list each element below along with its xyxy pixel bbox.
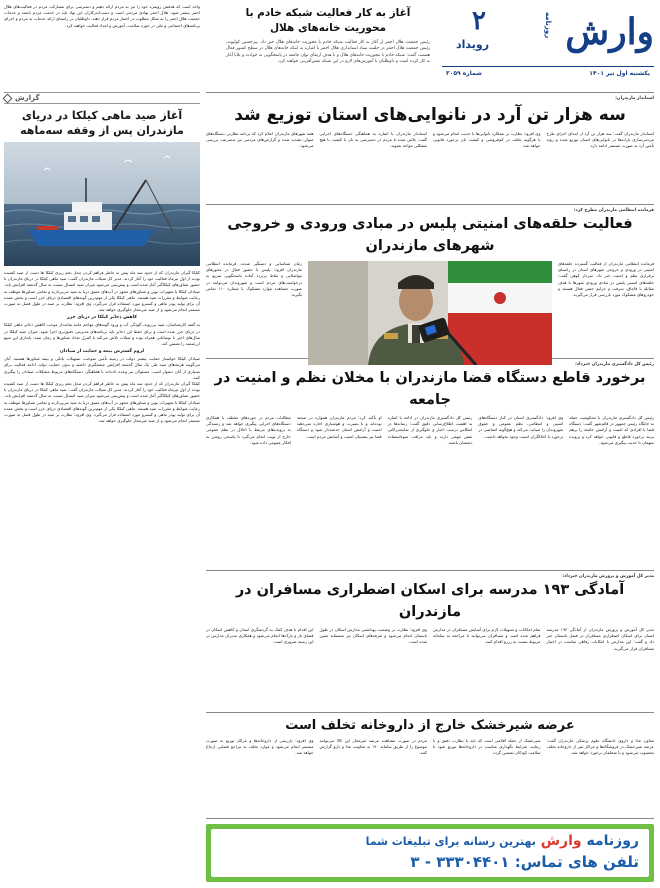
section-name: رویداد [456, 38, 490, 51]
formula-columns [206, 738, 654, 822]
schools-kicker: مدیر کل آموزش و پرورش مازندران خبرداد: [562, 574, 654, 579]
divider-line [206, 204, 654, 205]
ad-brand-word-1: روزنامه [586, 833, 639, 849]
report-section-tag [4, 92, 200, 104]
logo-word: وارش [565, 11, 654, 53]
boat-illustration [4, 142, 200, 266]
judiciary-col-2: وی افزود: دادگستری استان در کنار دستگاه‌های امنیتی و انتظامی، نظم عمومی و حقوق شهروندان را صیانت می‌کند و هیچ‌گونه اغماضی در برخورد با اخلالگران امنیت وجود نخواهد داشت. [478, 415, 564, 439]
formula-col-3: مردم در صورت مشاهده عرضه غیرمجاز این کالا می‌توانند موضوع را از طریق سامانه ۱۹۰ به معاونت غذا و دارو گزارش کنند. [319, 738, 427, 756]
divider-line [206, 92, 654, 93]
schools-story [206, 574, 654, 739]
formula-col-1: معاون غذا و داروی دانشگاه علوم پزشکی مازندران گفت: عرضه شیرخشک در فروشگاه‌ها و مراکز غیر از داروخانه تخلف محسوب می‌شود و با متخلفان برخورد خواهد شد. [546, 738, 654, 756]
judiciary-headline: برخورد قاطع دستگاه قضا مازندران با مخلان نظم و امنیت در جامعه [214, 370, 646, 408]
ad-phone-line [410, 853, 639, 871]
formula-col-2: شیرخشک از جمله اقلامی است که باید با نظارت دقیق و با رعایت شرایط نگهداری مناسب در داروخانه‌ها توزیع شود تا سلامت کودکان تضمین گردد. [433, 738, 541, 756]
schools-col-4: این اقدام با هدف کمک به گردشگری استان و کاهش اسکان در فضای باز و پارک‌ها انجام می‌شود و همکاری مدیران مدارس در این زمینه ضروری است. [206, 627, 314, 645]
formula-headline: عرضه شیرخشک خارج از داروخانه تخلف است [285, 718, 575, 733]
dateline [442, 66, 654, 80]
newspaper-logo [510, 10, 654, 54]
judiciary-col-4: او تأکید کرد: مردم مازندران همواره در صحنه بوده‌اند و با بصیرت و هوشیاری اجازه نمی‌دهند امنیت و آرامش استان خدشه‌دار شود و دستگاه قضا نیز پشتیبان امنیت و آسایش مردم است. [296, 415, 382, 439]
fishing-subhead-1: کاهش ذخایر کیلکا در دریای خزر [67, 315, 137, 321]
masthead [442, 4, 654, 84]
police-story [206, 208, 654, 365]
top-story-text: رئیس جمعیت هلال احمر از آغاز به کار فعالیت شبکه خادم با محوریت خانه‌های هلال خبر داد. پیرحسین کولیوند، رئیس جمعیت هلال احمر در جلسه ستاد استانداری هلال احمر با اشاره به اینکه خانه‌های هلال در سطح کشور فعال هستند، گفت: شبکه خادم با محوریت خانه‌های هلال و با هدف ارتقای توان جامعه در پاسخگویی به حوادث و بلایا آغاز به کار کرده است و داوطلبان با آموزش‌های لازم در این شبکه نقش‌آفرینی خواهند کرد. [226, 40, 430, 65]
police-kicker: فرمانده انتظامی مازندران مطرح کرد: [573, 208, 654, 213]
flour-columns [206, 131, 654, 187]
flour-col-1: استاندار مازندران گفت: سه هزار تن آرد از ابتدای اجرای طرح مردمی‌سازی یارانه‌ها در نانوایی‌های استان توزیع شده و روند تأمین آرد به صورت مستمر ادامه دارد. [546, 131, 654, 149]
ad-headline [366, 833, 639, 849]
ad-brand-word-2: وارش [540, 833, 582, 849]
issue-date: یکشنبه اول تیر ۱۴۰۱ [589, 70, 650, 77]
judiciary-kicker: رئیس کل دادگستری مازندران خبرداد: [575, 362, 654, 367]
diamond-icon [3, 93, 13, 103]
flour-headline: سه هزار تن آرد در نانوایی‌های استان توزیع شد [234, 105, 626, 125]
fishing-body-3: صیادان کیلکا خواستار حمایت بیشتر دولت در زمینه تأمین سوخت، تسهیلات بانکی و بیمه شناورها هستند. آنان می‌گویند هزینه‌های صید طی یک سال گذشته افزایش چشمگیری داشته و بدون حمایت دولت ادامه فعالیت برای بسیاری از آنان دشوار است. مسئولان نیز وعده داده‌اند با هماهنگی دستگاه‌های مربوط مشکلات صیادان را پیگیری کنند. [4, 356, 200, 380]
ad-inner-panel [211, 829, 649, 877]
issue-number-group [446, 70, 482, 77]
flour-col-2: وی افزود: نظارت بر عملکرد نانوایی‌ها با جدیت انجام می‌شود و با هرگونه تخلف در کم‌فروشی و کیفیت نان برخورد قانونی خواهد شد. [433, 131, 541, 149]
police-col-a: فرمانده انتظامی مازندران از فعالیت گسترده حلقه‌های امنیتی در ورودی و خروجی شهرهای استان در راستای برقراری نظم و امنیت خبر داد. سردار کوهی گفت: حلقه‌های امنیتی پلیس در مبادی ورودی شهرها با هدف مقابله با قاچاق، سرقت و جرایم خشن فعال هستند و خودروهای مشکوک مورد بازرسی قرار می‌گیرند. [558, 261, 654, 298]
judiciary-col-5: مطالبات مردم در حوزه‌های مختلف با همکاری دستگاه‌های اجرایی پیگیری خواهد شد و رسیدگی به پرونده‌های مرتبط با اخلال در نظم عمومی خارج از نوبت انجام می‌گیرد تا پاسخی روشن به افکار عمومی داده شود. [206, 415, 291, 445]
commander-illustration [308, 261, 552, 365]
issue-label: شماره [462, 70, 482, 77]
judiciary-col-1: رئیس کل دادگستری مازندران با محکومیت حمله به جایگاه رئیس جمهور در قائم‌شهر گفت: دستگاه قضا با افرادی که امنیت و آرامش جامعه را برهم بزنند برخورد قاطع و قانونی خواهد کرد و پرونده متهمان با جدیت پیگیری می‌شود. [569, 415, 654, 445]
ad-phone-number: ۳۳۳۰۴۴۰۱ - ۳ [410, 853, 510, 871]
fishing-article-header [4, 108, 200, 138]
formula-story [206, 716, 654, 822]
advertisement-banner [206, 824, 654, 882]
fishing-article-body [4, 270, 200, 880]
schools-col-3: وی افزود: نظارت بر وضعیت بهداشتی مدارس اسکان در طول تابستان انجام می‌شود و تعرفه‌های اسکان نیز منصفانه تعیین شده است. [319, 627, 427, 645]
ad-tagline: بهترین رسانه برای تبلیغات شما [365, 835, 536, 848]
police-body [206, 261, 654, 365]
fishing-boat-photo [4, 142, 200, 266]
fishing-subhead-2: لزوم گسترش بیمه و حمایت از صیادان [59, 349, 145, 355]
police-commander-photo [308, 261, 552, 365]
fishing-body-2: به گفته کارشناسان، صید بی‌رویه، آلودگی آب و ورود گونه‌های مهاجم مانند شانه‌دار موجب کاهش ذخایر ماهی کیلکا در دریای خزر شده است و برای حفظ این ذخایر باید برنامه‌های مدیریتی دقیق‌تری اجرا شود. میزان صید کیلکا در سال‌های اخیر با نوساناتی همراه بوده و شیلات تلاش می‌کند با کنترل تعداد شناورها و زمان صید، پایداری این منبع ارزشمند را تضمین کند. [4, 322, 200, 347]
ad-phone-label: تلفن های تماس: [514, 853, 639, 871]
flour-story [206, 96, 654, 187]
flour-col-3: استاندار مازندران با اشاره به هماهنگی دستگاه‌های اجرایی گفت: تلاش شده تا مردم در دسترسی به نان با کیفیت با هیچ مشکلی مواجه نشوند. [319, 131, 427, 149]
police-col-b: زمان شناسایی و دستگیر شدند. فرمانده انتظامی مازندران افزود: پلیس با حضور فعال در محورهای مواصلاتی و نقاط پرتردد آماده پاسخگویی سریع به درخواست‌های مردم است و شهروندان می‌توانند در صورت مشاهده موارد مشکوک با شماره ۱۱۰ تماس بگیرند. [206, 261, 302, 298]
issue-number: ۳۰۵۹ [446, 70, 461, 77]
left-column [4, 4, 200, 880]
judiciary-story [206, 362, 654, 593]
fishing-body-4: کیلکا گیران مازندران که از حدود سه ماه پیش به خاطر فراهم کردن محل تخم ریزی کیلکا ها دست از صید کشیده بودند از اول تیرماه فعالیت خود را آغاز کردند. مدیر کل شیلات مازندران گفت: صید ماهی کیلکا در دریای مازندران با حضور شناورهای کیلکاگیر آغاز شده است و پیش‌بینی می‌شود میزان صید امسال نسبت به سال گذشته افزایش یابد. صیادان کیلکا با تجهیزات نوین و شناورهای مجهز در آب‌های عمیق دریا به صید می‌پردازند و تمامی شناورها موظف به رعایت ضوابط و مقررات صید هستند. ماهی کیلکا یکی از مهم‌ترین گونه‌های اقتصادی دریای خزر است و بخش عمده آن برای تولید پودر ماهی و کنسرو مورد استفاده قرار می‌گیرد. وی افزود: نظارت بر صید در طول فصل به صورت مستمر انجام می‌شود و از صید غیرمجاز جلوگیری خواهد شد. [4, 381, 200, 424]
police-headline: فعالیت حلقه‌های امنیتی پلیس در مبادی ورودی و خروجی شهرهای مازندران [227, 216, 633, 254]
fishing-body-1: کیلکا گیران مازندران که از حدود سه ماه پیش به خاطر فراهم کردن محل تخم ریزی کیلکا ها دست از صید کشیده بودند از اول تیرماه فعالیت خود را آغاز کردند. مدیر کل شیلات مازندران گفت: صید ماهی کیلکا در دریای مازندران با حضور شناورهای کیلکاگیر آغاز شده است و پیش‌بینی می‌شود میزان صید امسال نسبت به سال گذشته افزایش یابد. صیادان کیلکا با تجهیزات نوین و شناورهای مجهز در آب‌های عمیق دریا به صید می‌پردازند و تمامی شناورها موظف به رعایت ضوابط و مقررات صید هستند. ماهی کیلکا یکی از مهم‌ترین گونه‌های اقتصادی دریای خزر است و بخش عمده آن برای تولید پودر ماهی و کنسرو مورد استفاده قرار می‌گیرد. وی افزود: نظارت بر صید در طول فصل به صورت مستمر انجام می‌شود و از صید غیرمجاز جلوگیری خواهد شد. [4, 270, 200, 313]
flour-col-4: همه شهرهای مازندران اعلام کرد که برنامه نظارتی دستگاه‌های متولی تشدید شده و گزارش‌های مردمی نیز به‌سرعت بررسی می‌شود. [206, 131, 314, 149]
schools-headline: آمادگی ۱۹۳ مدرسه برای اسکان اضطراری مسافران در مازندران [235, 582, 625, 620]
formula-col-4: وی افزود: بازرسی از داروخانه‌ها و مراکز توزیع به صورت مستمر انجام می‌شود و موارد تخلف به مراجع قضایی ارجاع خواهد شد. [206, 738, 314, 756]
top-story [226, 6, 430, 66]
schools-col-1: مدیر کل آموزش و پرورش مازندران از آمادگی ۱۹۳ مدرسه استان برای اسکان اضطراری مسافران در فصل تابستان خبر داد و گفت: این مدارس با امکانات رفاهی مناسب در اختیار مسافران قرار می‌گیرند. [546, 627, 654, 651]
flour-kicker: استاندار مازندران: [615, 96, 654, 101]
judiciary-columns [206, 415, 654, 593]
schools-col-2: تمام امکانات و تسهیلات لازم برای آسایش مسافران در مدارس فراهم شده است و مسافران می‌توانند با مراجعه به سامانه مربوط نسبت به رزرو اقدام کنند. [433, 627, 541, 645]
judiciary-col-3: رئیس کل دادگستری مازندران در ادامه با اشاره به اهمیت اطلاع‌رسانی دقیق گفت: رسانه‌ها در انعکاس درست اخبار و جلوگیری از شایعه‌پراکنی نقش مهمی دارند و باید مراقب سوءاستفاده دشمنان باشند. [387, 415, 473, 445]
logo-subtitle: روزنامه [544, 12, 552, 39]
page-number: ۲ [472, 6, 486, 36]
top-story-headline: آغاز به کار فعالیت شبکه خادم با محوریت خانه‌های هلال [245, 7, 411, 34]
left-top-text: واحد است که هدفش رویمره خود را نیز به مردم ارائه دهیم و دسترسی برای مشارکت مردم در فعالیت‌های هلال احمر بیشتر شود. هلال احمر نهادی مردمی است و دست‌اندرکاران این نهاد باید در خدمت مردم باشند و خدمات جمعیت هلال احمر را به شکل مطلوب در اختیار مردم قرار دهند. داوطلبان در راستای ارائه خدمات به مردم و اجرای برنامه‌های اجتماعی و ملی در حوزه سلامت، آموزش و امداد فعالیت خواهند کرد. [4, 4, 200, 28]
fishing-headline: آغاز صید ماهی کیلکا در دریای مازندران پس از وقفه سه‌ماهه [20, 109, 184, 137]
report-tag-label: گزارش [15, 94, 40, 102]
